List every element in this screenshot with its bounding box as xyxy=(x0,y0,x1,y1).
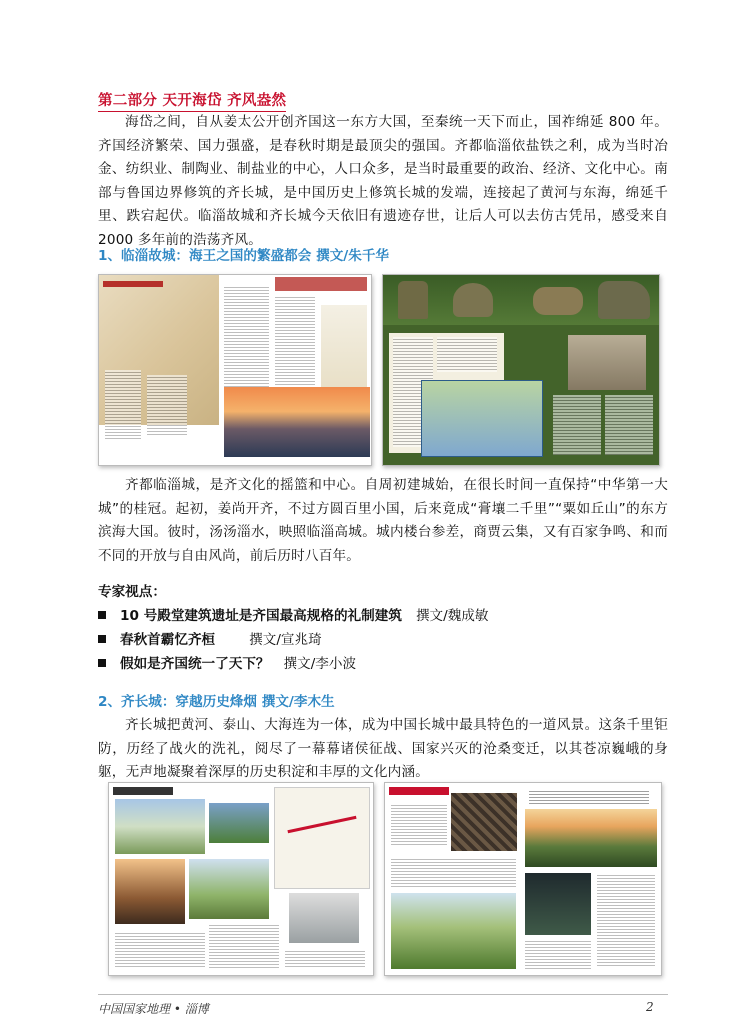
rock-cliff-photo xyxy=(115,859,185,924)
section2-paragraph: 齐长城把黄河、泰山、大海连为一体，成为中国长城中最具特色的一道风景。这条千里钜防，历经了战火的洗礼，阅尽了一幕幕诸侯征战、国家兴灭的沧桑变迁，以其苍凉巍峨的身躯，无声地凝聚着深厚的历史积淀和丰厚的文化内涵。 xyxy=(98,717,668,780)
bronze-vessel-1 xyxy=(398,281,428,319)
section1-title: 1、临淄故城：海王之国的繁盛都会 撰文/朱千华 xyxy=(98,248,390,264)
bullet-square-icon xyxy=(98,611,106,619)
sunset-river-photo xyxy=(224,387,370,457)
bronze-beast xyxy=(598,281,650,319)
wall-on-ridge-photo xyxy=(391,893,516,969)
route-map xyxy=(274,787,370,889)
expert-item xyxy=(98,654,356,674)
section1-paragraph: 齐都临淄城，是齐文化的摇篮和中心。自周初建城始，在很长时间一直保持“中华第一大城”的桂冠。起初，姜尚开齐，不过方圆百里小国，后来竟成“膏壤二千里”“粟如丘山”的东方滨海大国。彼时，汤汤淄水，映照临淄高城。城内楼台参差，商贾云集，又有百家争鸣、和而不同的开放与自由风尚，前后历时八百年。 xyxy=(98,477,668,564)
wall-stone-texture-photo xyxy=(451,793,517,851)
magazine-spread-qi-wall-left xyxy=(108,782,374,976)
expert-item-title: 假如是齐国统一了天下？ xyxy=(120,656,270,672)
section2-title: 2、齐长城：穿越历史烽烟 撰文/李木生 xyxy=(98,694,335,710)
city-plan-map xyxy=(421,380,543,457)
part-title: 第二部分 天开海岱 齐风盎然 xyxy=(98,92,286,112)
gate-photo xyxy=(289,893,359,943)
bullet-square-icon xyxy=(98,659,106,667)
magazine-spread-qi-wall-right xyxy=(384,782,662,976)
footer-publication: 中国国家地理 • 淄博 xyxy=(98,1002,209,1016)
bullet-square-icon xyxy=(98,635,106,643)
bronze-rhino xyxy=(533,287,583,315)
magazine-spread-linzi-right xyxy=(382,274,660,466)
expert-item-title: 春秋首霸忆齐桓 xyxy=(120,632,216,648)
expert-item-author: 撰文/李小波 xyxy=(283,656,357,672)
oracle-script-panel xyxy=(321,305,367,390)
green-hills-photo xyxy=(189,859,269,919)
header-strip xyxy=(275,277,367,291)
expert-item-author: 撰文/宣兆琦 xyxy=(249,632,322,648)
spread-caption-bar xyxy=(113,787,173,795)
expert-item-title: 10 号殿堂建筑遗址是齐国最高规格的礼制建筑 xyxy=(120,608,402,624)
excavation-photo xyxy=(568,335,646,390)
sunrise-mountain-photo xyxy=(525,809,657,867)
bronze-vessel-2 xyxy=(453,283,493,317)
expert-item xyxy=(98,606,489,626)
experts-heading: 专家视点： xyxy=(98,584,166,600)
wall-landscape-photo-1 xyxy=(115,799,205,854)
expert-item xyxy=(98,630,322,650)
map-caption-bar xyxy=(103,281,163,287)
expert-item-author: 撰文/魏成敏 xyxy=(415,608,489,624)
night-tower-photo xyxy=(525,873,591,935)
intro-paragraph: 海岱之间，自从姜太公开创齐国这一东方大国，至秦统一天下而止，国祚绵延 800 年。齐国经济繁荣、国力强盛，是春秋时期是最顶尖的强国。齐都临淄依盐铁之利，成为当时冶金、纺织业、制陶业、制盐业的中心，人口众多，是当时最重要的政治、经济、文化中心。南部与鲁国边界修筑的齐长城，是中国历史上修筑长城的发端，连接起了黄河与东海，绵延千里、跌宕起伏。临淄故城和齐长城今天依旧有遗迹存世，让后人可以去仿古凭吊，感受来自 2000 多年前的浩荡齐风。 xyxy=(98,114,668,248)
footer-divider xyxy=(98,994,668,995)
spread-label xyxy=(389,787,449,795)
wall-landscape-photo-2 xyxy=(209,803,269,843)
page-number: 2 xyxy=(646,1000,654,1014)
magazine-spread-linzi-left xyxy=(98,274,372,466)
